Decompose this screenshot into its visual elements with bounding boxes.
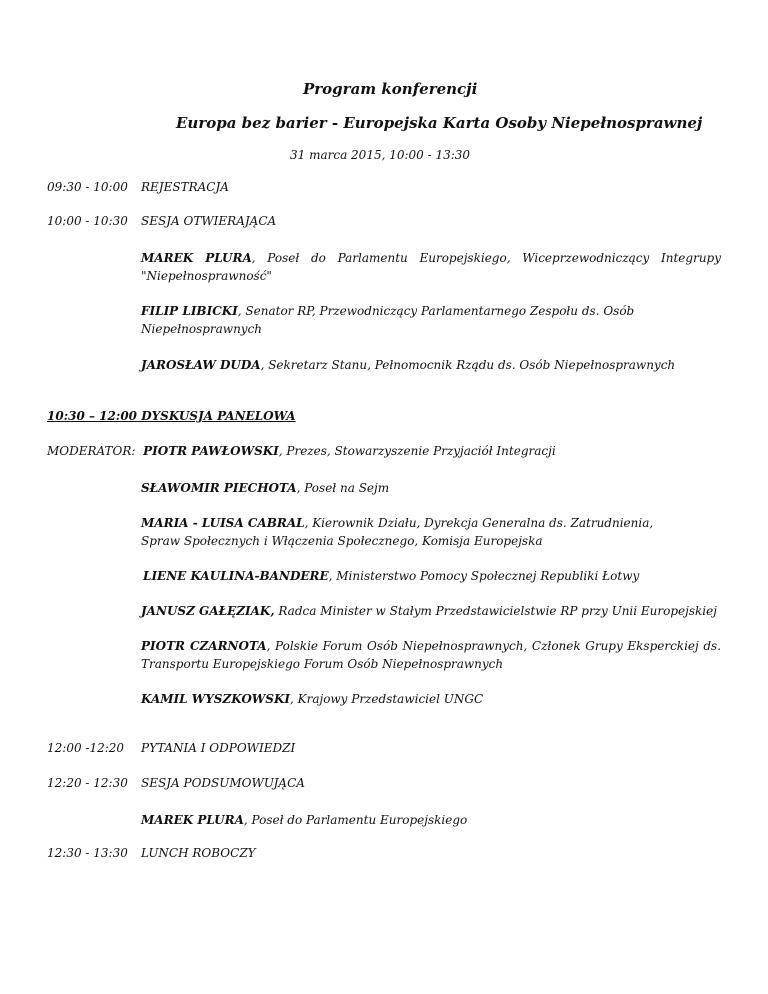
- speaker-name: MAREK PLURA: [141, 813, 244, 827]
- closing-label: SESJA PODSUMOWUJĄCA: [141, 776, 305, 790]
- opening-speaker-3: [141, 356, 721, 374]
- moderator-label: MODERATOR:: [47, 444, 136, 458]
- panelist-name: JANUSZ GAŁĘZIAK,: [141, 604, 275, 618]
- panelist-name: PIOTR CZARNOTA: [141, 639, 267, 653]
- lunch-label: LUNCH ROBOCZY: [141, 846, 256, 860]
- opening-time: 10:00 - 10:30: [47, 214, 128, 228]
- moderator-role: , Prezes, Stowarzyszenie Przyjaciół Integracji: [278, 444, 556, 458]
- panelist-role-cont: Spraw Społecznych i Włączenia Społecznego, Komisja Europejska: [141, 534, 543, 548]
- program-title: Program konferencji: [303, 80, 478, 98]
- speaker-role-cont: "Niepełnosprawność": [141, 269, 272, 283]
- panelist-name: SŁAWOMIR PIECHOTA: [141, 481, 297, 495]
- closing-time: 12:20 - 12:30: [47, 776, 128, 790]
- opening-speaker-2: [141, 302, 721, 338]
- speaker-name: MAREK PLURA: [141, 251, 252, 265]
- qa-time: 12:00 -12:20: [47, 741, 125, 755]
- speaker-role: , Poseł do Parlamentu Europejskiego: [243, 813, 468, 827]
- panelist-4: [141, 602, 721, 620]
- closing-speaker: [141, 811, 721, 829]
- speaker-role: , Sekretarz Stanu, Pełnomocnik Rządu ds. Osób Niepełnosprawnych: [260, 358, 676, 372]
- panelist-5: [141, 637, 721, 673]
- panelist-role: , Ministerstwo Pomocy Społecznej Republiki Łotwy: [328, 569, 640, 583]
- moderator-line: [47, 444, 556, 458]
- speaker-role: , Poseł do Parlamentu Europejskiego, Wiceprzewodniczący Integrupy: [251, 251, 722, 265]
- qa-label: PYTANIA I ODPOWIEDZI: [141, 741, 296, 755]
- panelist-2: [141, 514, 721, 550]
- opening-speaker-1: [141, 249, 721, 285]
- speaker-role-cont: Niepełnosprawnych: [141, 322, 263, 336]
- panelist-role: , Kierownik Działu, Dyrekcja Generalna ds. Zatrudnienia,: [304, 516, 654, 530]
- speaker-role: , Senator RP, Przewodniczący Parlamentarnego Zespołu ds. Osób: [237, 304, 635, 318]
- panelist-name: MARIA - LUISA CABRAL: [141, 516, 305, 530]
- registration-label: REJESTRACJA: [141, 180, 229, 194]
- panelist-role: Radca Minister w Stałym Przedstawicielstwie RP przy Unii Europejskiej: [274, 604, 717, 618]
- panelist-role-cont: Transportu Europejskiego Forum Osób Niepełnosprawnych: [141, 657, 504, 671]
- panel-heading: 10:30 – 12:00 DYSKUSJA PANELOWA: [47, 409, 296, 423]
- panelist-6: [141, 690, 721, 708]
- panelist-3: [143, 567, 723, 585]
- registration-time: 09:30 - 10:00: [47, 180, 128, 194]
- speaker-name: JAROSŁAW DUDA: [141, 358, 261, 372]
- moderator-name: PIOTR PAWŁOWSKI: [143, 444, 279, 458]
- panelist-name: KAMIL WYSZKOWSKI: [141, 692, 290, 706]
- lunch-time: 12:30 - 13:30: [47, 846, 128, 860]
- opening-label: SESJA OTWIERAJĄCA: [141, 214, 277, 228]
- panelist-role: , Krajowy Przedstawiciel UNGC: [289, 692, 484, 706]
- panelist-name: LIENE KAULINA-BANDERE: [143, 569, 329, 583]
- conference-title: Europa bez barier - Europejska Karta Osoby Niepełnosprawnej: [176, 114, 703, 132]
- speaker-name: FILIP LIBICKI: [141, 304, 238, 318]
- panelist-role: , Poseł na Sejm: [296, 481, 390, 495]
- conference-date: 31 marca 2015, 10:00 - 13:30: [290, 148, 471, 162]
- panelist-role: , Polskie Forum Osób Niepełnosprawnych, Członek Grupy Eksperckiej ds.: [266, 639, 722, 653]
- panelist-1: [141, 479, 721, 497]
